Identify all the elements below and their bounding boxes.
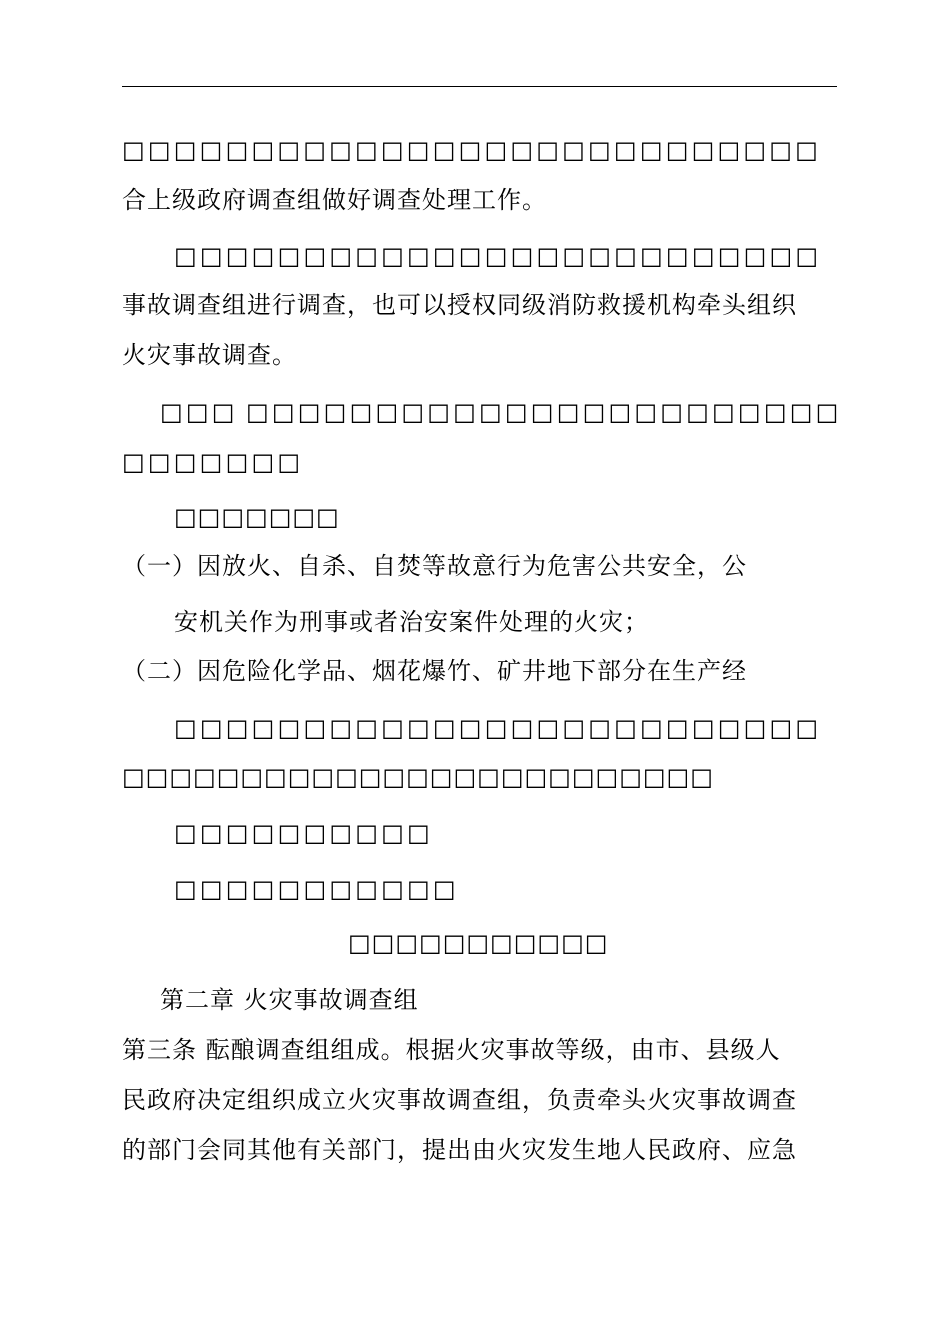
text-line: 合上级政府调查组做好调查处理工作。	[122, 186, 547, 214]
placeholder-glyph: □	[355, 819, 378, 847]
placeholder-glyph: □	[562, 136, 585, 164]
placeholder-glyph: □	[147, 448, 171, 476]
placeholder-glyph: □	[712, 398, 735, 426]
placeholder-glyph: □	[329, 875, 353, 903]
placeholder-glyph: □	[174, 242, 197, 270]
placeholder-glyph: □	[160, 398, 183, 426]
placeholder-glyph: □	[381, 714, 404, 742]
placeholder-glyph: □	[329, 714, 353, 742]
placeholder-glyph: □	[251, 875, 275, 903]
placeholder-glyph: □	[297, 398, 321, 426]
text-line-garbled	[174, 241, 821, 271]
placeholder-glyph: □	[432, 875, 456, 903]
placeholder-glyph: □	[614, 242, 637, 270]
text-line-garbled	[246, 397, 841, 427]
placeholder-glyph: □	[789, 398, 813, 426]
placeholder-glyph: □	[484, 714, 508, 742]
placeholder-glyph: □	[303, 875, 327, 903]
placeholder-glyph: □	[271, 398, 295, 426]
placeholder-glyph: □	[769, 242, 793, 270]
placeholder-glyph: □	[323, 398, 347, 426]
placeholder-glyph: □	[277, 714, 301, 742]
placeholder-glyph: □	[588, 714, 611, 742]
placeholder-glyph: □	[277, 819, 301, 847]
placeholder-glyph: □	[406, 136, 430, 164]
placeholder-glyph: □	[743, 242, 767, 270]
placeholder-glyph: □	[458, 714, 482, 742]
placeholder-glyph: □	[277, 448, 301, 476]
text-line: 第三条 酝酿调查组组成。根据火灾事故等级，由市、县级人	[122, 1036, 781, 1064]
text-line-garbled	[122, 447, 303, 477]
placeholder-glyph: □	[381, 242, 404, 270]
placeholder-glyph: □	[795, 136, 818, 164]
text-line-garbled	[174, 874, 459, 904]
placeholder-glyph: □	[199, 714, 223, 742]
placeholder-glyph: □	[246, 398, 269, 426]
placeholder-glyph: □	[536, 242, 560, 270]
placeholder-glyph: □	[691, 242, 715, 270]
placeholder-glyph: □	[277, 875, 301, 903]
placeholder-glyph: □	[355, 242, 378, 270]
placeholder-glyph: □	[251, 242, 275, 270]
placeholder-glyph: □	[329, 242, 353, 270]
placeholder-glyph: □	[458, 136, 482, 164]
text-line-garbled	[122, 135, 821, 165]
placeholder-glyph: □	[479, 398, 502, 426]
placeholder-glyph: □	[225, 714, 249, 742]
placeholder-glyph: □	[562, 714, 586, 742]
placeholder-glyph: □	[432, 714, 456, 742]
placeholder-glyph: □	[743, 136, 767, 164]
placeholder-glyph: □	[407, 714, 430, 742]
placeholder-glyph: □	[795, 714, 819, 742]
placeholder-glyph: □	[174, 714, 197, 742]
placeholder-glyph: □	[691, 714, 715, 742]
placeholder-glyph: □	[613, 136, 637, 164]
placeholder-glyph: □	[355, 875, 378, 903]
placeholder-glyph: □	[381, 875, 404, 903]
header-rule	[122, 86, 837, 87]
placeholder-glyph: □	[691, 136, 715, 164]
placeholder-glyph: □	[174, 875, 197, 903]
text-line-garbled	[174, 713, 821, 743]
placeholder-glyph: □	[303, 136, 326, 164]
placeholder-glyph: □	[199, 448, 223, 476]
placeholder-glyph: □	[303, 819, 327, 847]
placeholder-glyph: □	[432, 242, 456, 270]
placeholder-glyph: □	[381, 819, 404, 847]
placeholder-glyph: □	[556, 398, 580, 426]
text-line: 火灾事故调查。	[122, 341, 297, 369]
placeholder-glyph: □	[380, 136, 404, 164]
placeholder-glyph: □	[147, 136, 171, 164]
placeholder-glyph: □	[530, 398, 554, 426]
placeholder-glyph: □	[639, 136, 663, 164]
placeholder-glyph: □	[743, 714, 767, 742]
placeholder-glyph: □	[225, 136, 249, 164]
chapter-heading: □□□□□□□□□□□	[348, 929, 609, 957]
placeholder-glyph: □	[582, 398, 606, 426]
placeholder-glyph: □	[588, 242, 611, 270]
list-item-2: 安机关作为刑事或者治安案件处理的火灾；	[174, 608, 649, 636]
placeholder-glyph: □	[484, 136, 508, 164]
placeholder-glyph: □	[401, 398, 425, 426]
placeholder-glyph: □	[355, 136, 378, 164]
placeholder-glyph: □	[225, 819, 249, 847]
placeholder-glyph: □	[763, 398, 787, 426]
placeholder-glyph: □	[717, 136, 741, 164]
text-line: □□□□□□□□□□□□□□□□□□□□□□□□□	[122, 763, 714, 791]
placeholder-glyph: □	[717, 242, 741, 270]
placeholder-glyph: □	[122, 448, 145, 476]
article-number-garbled	[160, 397, 238, 427]
placeholder-glyph: □	[225, 448, 249, 476]
text-line: （一）因放火、自杀、自焚等故意行为危害公共安全，公	[122, 552, 747, 580]
placeholder-glyph: □	[329, 819, 353, 847]
placeholder-glyph: □	[562, 242, 586, 270]
placeholder-glyph: □	[122, 136, 145, 164]
placeholder-glyph: □	[407, 242, 430, 270]
placeholder-glyph: □	[640, 242, 663, 270]
placeholder-glyph: □	[173, 448, 197, 476]
placeholder-glyph: □	[504, 398, 528, 426]
placeholder-glyph: □	[588, 136, 611, 164]
placeholder-glyph: □	[614, 714, 637, 742]
placeholder-glyph: □	[199, 242, 223, 270]
placeholder-glyph: □	[211, 398, 235, 426]
text-line: 的部门会同其他有关部门，提出由火灾发生地人民政府、应急	[122, 1136, 797, 1164]
placeholder-glyph: □	[795, 242, 819, 270]
placeholder-glyph: □	[277, 136, 301, 164]
placeholder-glyph: □	[665, 136, 689, 164]
placeholder-glyph: □	[199, 819, 223, 847]
placeholder-glyph: □	[737, 398, 761, 426]
placeholder-glyph: □	[427, 398, 450, 426]
placeholder-glyph: □	[432, 136, 456, 164]
placeholder-glyph: □	[251, 714, 275, 742]
placeholder-glyph: □	[303, 714, 327, 742]
placeholder-glyph: □	[349, 398, 373, 426]
text-line: 民政府决定组织成立火灾事故调查组，负责牵头火灾事故调查	[122, 1086, 797, 1114]
placeholder-glyph: □	[660, 398, 683, 426]
article-line: 第二章 火灾事故调查组	[160, 986, 419, 1014]
placeholder-glyph: □	[665, 242, 689, 270]
text-line: （二）因危险化学品、烟花爆竹、矿井地下部分在生产经	[122, 657, 747, 685]
placeholder-glyph: □	[185, 398, 209, 426]
placeholder-glyph: □	[686, 398, 709, 426]
placeholder-glyph: □	[303, 242, 327, 270]
placeholder-glyph: □	[536, 136, 559, 164]
text-line-garbled	[174, 818, 433, 848]
placeholder-glyph: □	[510, 242, 534, 270]
placeholder-glyph: □	[173, 136, 197, 164]
text-line: 事故调查组进行调查，也可以授权同级消防救援机构牵头组织	[122, 291, 797, 319]
placeholder-glyph: □	[407, 819, 430, 847]
placeholder-glyph: □	[634, 398, 658, 426]
placeholder-glyph: □	[251, 136, 275, 164]
placeholder-glyph: □	[355, 714, 378, 742]
placeholder-glyph: □	[510, 714, 534, 742]
placeholder-glyph: □	[769, 714, 793, 742]
placeholder-glyph: □	[329, 136, 352, 164]
placeholder-glyph: □	[665, 714, 689, 742]
placeholder-glyph: □	[717, 714, 741, 742]
placeholder-glyph: □	[640, 714, 663, 742]
placeholder-glyph: □	[251, 448, 275, 476]
placeholder-glyph: □	[277, 242, 301, 270]
placeholder-glyph: □	[458, 242, 482, 270]
placeholder-glyph: □	[453, 398, 476, 426]
placeholder-glyph: □	[484, 242, 508, 270]
placeholder-glyph: □	[608, 398, 632, 426]
placeholder-glyph: □	[225, 242, 249, 270]
placeholder-glyph: □	[536, 714, 560, 742]
placeholder-glyph: □	[510, 136, 534, 164]
placeholder-glyph: □	[225, 875, 249, 903]
placeholder-glyph: □	[251, 819, 275, 847]
list-item-1: □□□□□□□	[174, 503, 340, 531]
placeholder-glyph: □	[769, 136, 792, 164]
placeholder-glyph: □	[199, 136, 223, 164]
placeholder-glyph: □	[375, 398, 399, 426]
placeholder-glyph: □	[174, 819, 197, 847]
placeholder-glyph: □	[407, 875, 430, 903]
placeholder-glyph: □	[199, 875, 223, 903]
placeholder-glyph: □	[815, 398, 839, 426]
